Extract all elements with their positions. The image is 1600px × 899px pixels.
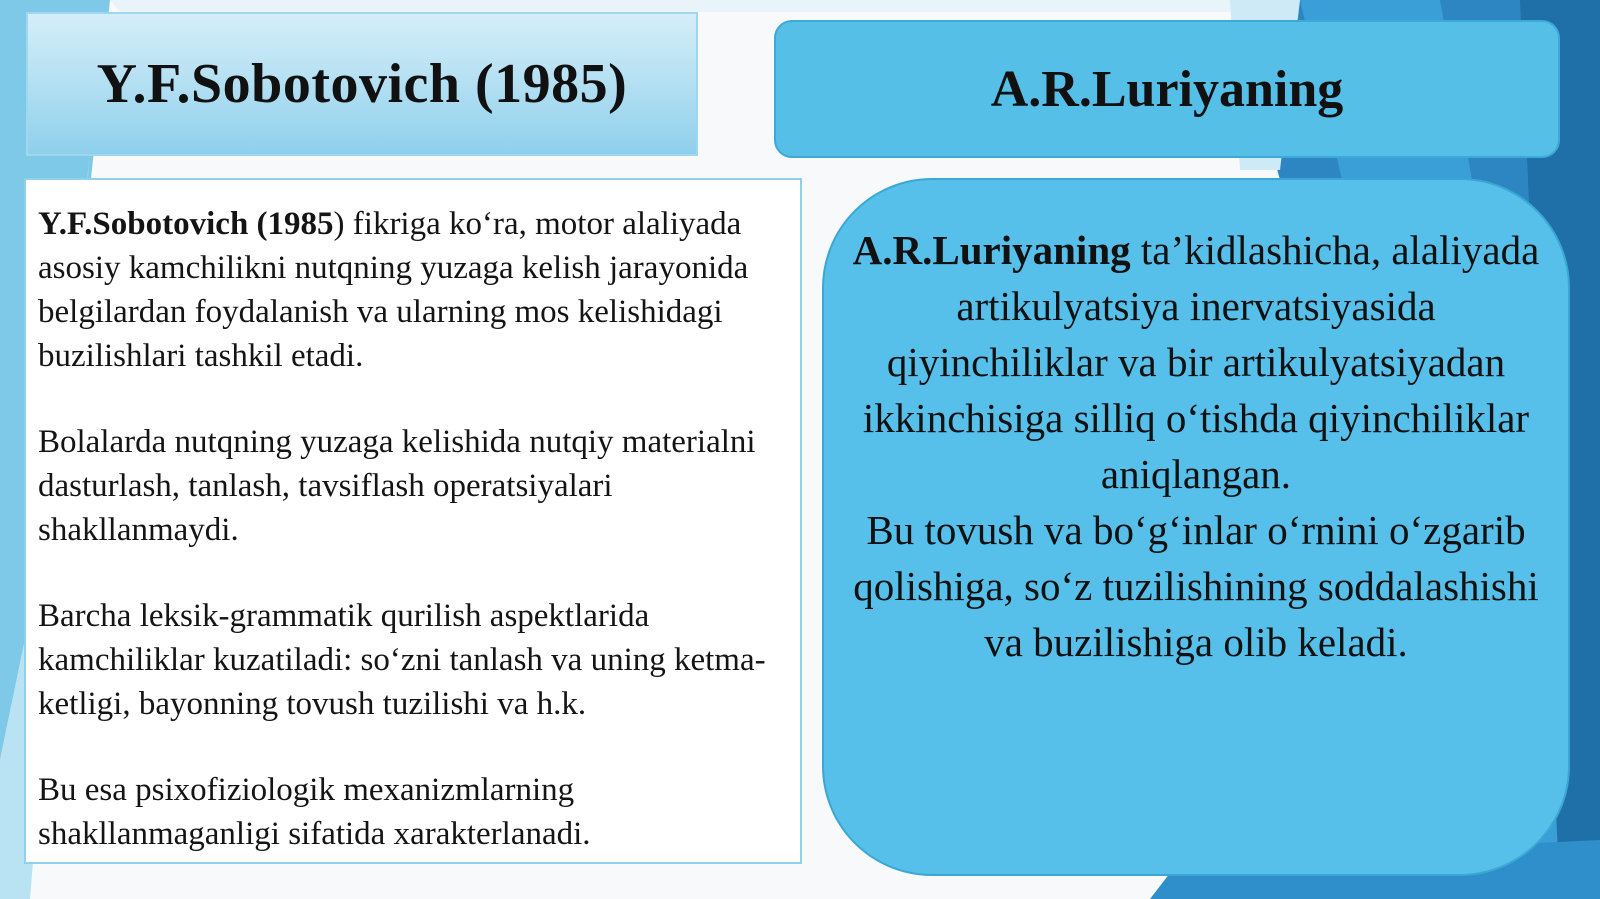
left-text-panel: [24, 178, 802, 864]
left-paragraph-1-text: ) fikriga ko‘ra, motor alaliyada asosiy kamchilikni nutqning yuzaga kelish jarayonida belgilardan foydalanish va ularning mos kelishidagi buzilishlari tashkil etadi.: [38, 206, 749, 374]
right-paragraph-1-bold: A.R.Luriyaning: [852, 227, 1131, 273]
right-paragraph-2: Bu tovush va bo‘g‘inlar o‘rnini o‘zgarib qolishiga, so‘z tuzilishining soddalashishi va buzilishiga olib keladi.: [853, 507, 1539, 665]
left-paragraph-1-bold: Y.F.Sobotovich (1985: [38, 206, 334, 242]
left-paragraph-4: Bu esa psixofiziologik mexanizmlarning shakllanmaganligi sifatida xarakterlanadi.: [38, 772, 591, 852]
right-paragraph-1-text: ta’kidlashicha, alaliyada artikulyatsiya inervatsiyasida qiyinchiliklar va bir artikulyatsiyadan ikkinchisiga silliq o‘tishda qiyinchiliklar aniqlangan.: [862, 227, 1540, 497]
right-paragraph-1: [852, 222, 1540, 502]
left-title-banner: [26, 12, 698, 156]
left-paragraph-2: Bolalarda nutqning yuzaga kelishida nutqiy materialni dasturlash, tanlash, tavsiflash operatsiyalari shakllanmaydi.: [38, 424, 756, 548]
left-title-heading: Y.F.Sobotovich (1985): [96, 53, 628, 115]
left-paragraph-1: [38, 202, 788, 378]
left-paragraph-3: Barcha leksik-grammatik qurilish aspektlarida kamchiliklar kuzatiladi: so‘zni tanlash va uning ketma-ketligi, bayonning tovush tuzilishi va h.k.: [38, 598, 766, 722]
right-title-heading: A.R.Luriyaning: [990, 60, 1344, 118]
right-text-panel: [822, 178, 1570, 876]
right-title-banner: [774, 20, 1560, 158]
